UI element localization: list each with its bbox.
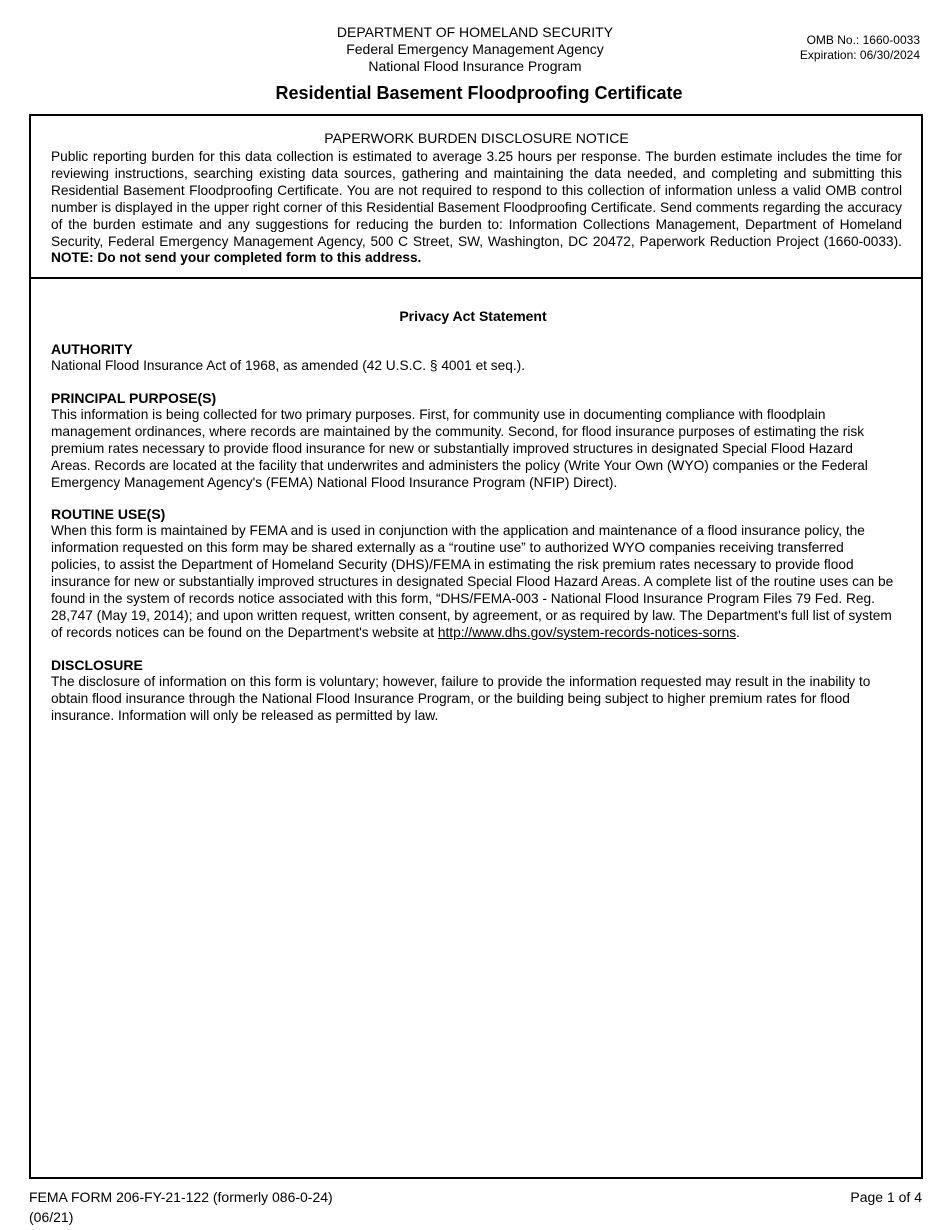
disclosure-heading: DISCLOSURE: [51, 656, 143, 673]
program-name: National Flood Insurance Program: [368, 58, 582, 74]
routine-end: .: [736, 624, 740, 640]
form-frame: [29, 114, 923, 1179]
routine-heading: ROUTINE USE(S): [51, 506, 166, 523]
agency-name: Federal Emergency Management Agency: [346, 41, 604, 57]
purpose-heading: PRINCIPAL PURPOSE(S): [51, 389, 217, 406]
purpose-text: This information is being collected for two primary purposes. First, for community use in documenting compliance with floodplain management ordinances, where records are maintained by the community. Second, for flood insurance purposes of estimating the risk premium rates necessary to provide flood insurance for new or substantially improved structures in designated Special Flood Hazard Areas. Records are located at the facility that underwrites and administers the policy (Write Your Own (WYO) companies or the Federal Emergency Management Agency's (FEMA) National Flood Insurance Program (NFIP) Direct).: [51, 406, 868, 490]
routine-use-section: [51, 506, 895, 641]
disclosure-text: The disclosure of information on this form is voluntary; however, failure to provide the information requested may result in the inability to obtain flood insurance through the National Flood Insurance Program, or the building being subject to higher premium rates for flood insurance. Information will only be released as permitted by law.: [51, 673, 871, 723]
page-number: Page 1 of 4: [850, 1189, 922, 1205]
burden-text: [51, 149, 902, 267]
omb-number: OMB No.: 1660-0033: [806, 33, 920, 47]
authority-section: [51, 341, 895, 375]
burden-body: Public reporting burden for this data collection is estimated to average 3.25 hours per response. The burden estimate includes the time for reviewing instructions, searching existing data sources, gathering and maintaining the data needed, and completing and submitting this Residential Basement Floodproofing Certificate. You are not required to respond to this collection of information unless a valid OMB control number is displayed in the upper right corner of this Residential Basement Floodproofing Certificate. Send comments regarding the accuracy of the burden estimate and any suggestions for reducing the burden to: Information Collections Management, Department of Homeland Security, Federal Emergency Management Agency, 500 C Street, SW, Washington, DC 20472, Paperwork Reduction Project (1660-0033).: [51, 149, 902, 249]
burden-heading: PAPERWORK BURDEN DISCLOSURE NOTICE: [324, 130, 629, 146]
burden-notice: [31, 116, 921, 279]
routine-text: [51, 523, 895, 641]
department-name: DEPARTMENT OF HOMELAND SECURITY: [336, 24, 614, 40]
form-number: FEMA FORM 206-FY-21-122 (formerly 086-0-24): [29, 1189, 333, 1205]
form-date: (06/21): [29, 1209, 74, 1225]
omb-expiration: Expiration: 06/30/2024: [799, 48, 920, 62]
footer-form-info: [29, 1187, 333, 1227]
disclosure-section: [51, 657, 895, 725]
page-title: Residential Basement Floodproofing Certificate: [275, 83, 683, 103]
omb-block: [800, 33, 920, 63]
authority-text: National Flood Insurance Act of 1968, as amended (42 U.S.C. § 4001 et seq.).: [51, 358, 526, 373]
purpose-section: [51, 390, 895, 492]
privacy-act-statement: [31, 279, 921, 740]
privacy-title: Privacy Act Statement: [399, 308, 547, 324]
sorns-link[interactable]: http://www.dhs.gov/system-records-notices-sorns: [437, 624, 737, 640]
burden-note: NOTE: Do not send your completed form to this address.: [51, 250, 422, 266]
routine-body: When this form is maintained by FEMA and is used in conjunction with the application and maintenance of a flood insurance policy, the information requested on this form may be shared externally as a “routine use” to authorized WYO companies receiving transferred policies, to assist the Department of Homeland Security (DHS)/FEMA in estimating the risk premium rates necessary to provide flood insurance for new or substantially improved structures in designated Special Flood Hazard Areas. A complete list of the routine uses can be found in the system of records notice associated with this form, “DHS/FEMA-003 - National Flood Insurance Program Files 79 Fed. Reg. 28,747 (May 19, 2014); and upon written request, written consent, by agreement, or as required by law. The Department's full list of system of records notices can be found on the Department's website at: [51, 523, 894, 640]
authority-heading: AUTHORITY: [51, 341, 133, 357]
